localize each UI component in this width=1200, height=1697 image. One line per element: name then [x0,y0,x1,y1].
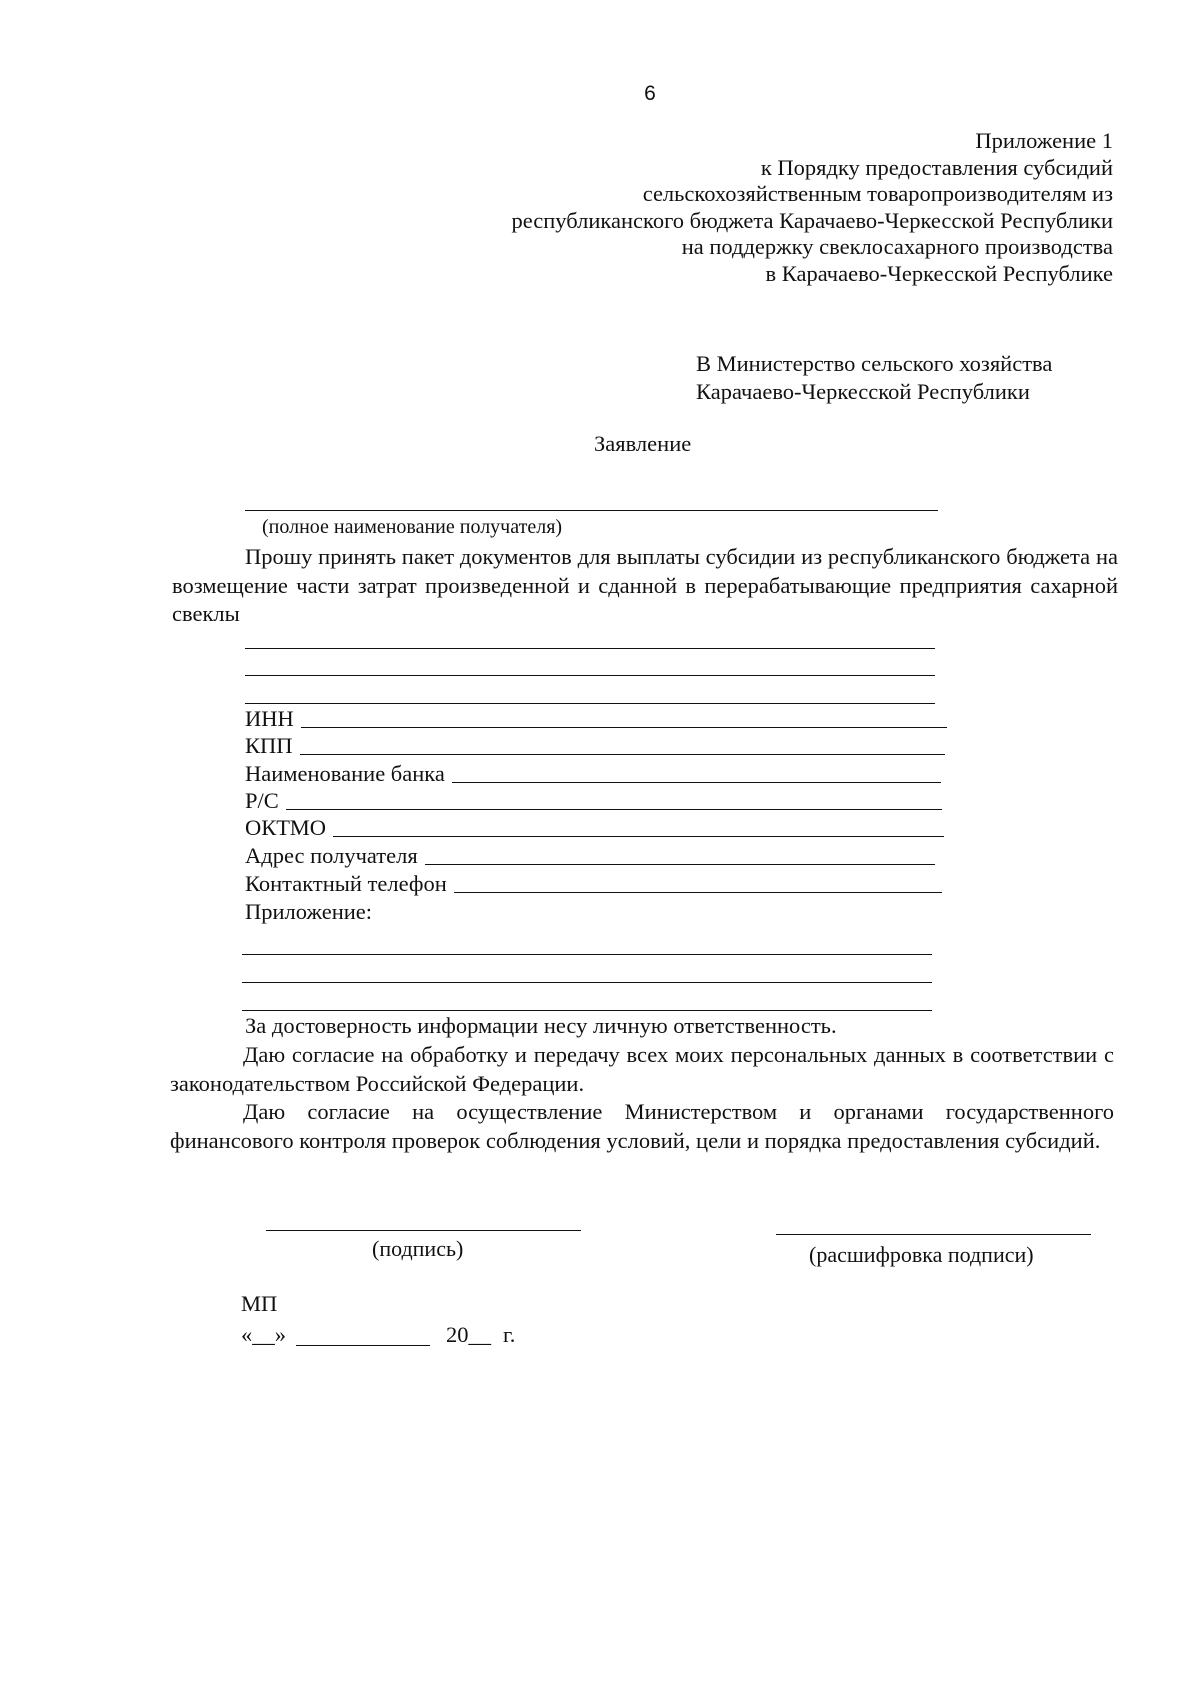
date-year-suffix: г. [503,1322,516,1347]
bank-name-input-line[interactable] [452,782,941,783]
appendix-header [511,128,1113,287]
address-input-line[interactable] [425,864,935,865]
recipient-name-line[interactable] [245,510,938,511]
stamp-label: МП [241,1291,278,1316]
date-month-line[interactable] [296,1345,430,1346]
page-number: 6 [644,82,656,105]
personal-data-consent: Даю согласие на обработку и передачу всех моих персональных данных в соответствии с законодательством Российской Федерации. [170,1042,1114,1096]
phone-input-line[interactable] [454,892,942,893]
signature-decryption-line[interactable] [776,1234,1091,1235]
addressee-line: Карачаево-Черкесской Республики [696,379,1030,404]
inn-field[interactable] [245,706,947,732]
date-year[interactable]: 20__ [446,1322,491,1347]
kpp-input-line[interactable] [300,754,945,755]
attachment-line[interactable] [242,1010,932,1011]
kpp-field[interactable] [245,733,945,759]
blank-line[interactable] [245,675,935,676]
appendix-line: сельскохозяйственным товаропроизводителям из [642,181,1113,206]
appendix-line: республиканского бюджета Карачаево-Черкесской Республики [511,207,1113,233]
address-label: Адрес получателя [245,843,418,868]
bank-name-label: Наименование банка [245,761,445,786]
blank-line[interactable] [245,703,935,704]
attachment-line[interactable] [242,954,932,955]
account-input-line[interactable] [286,809,942,810]
responsibility-statement: За достоверность информации несу личную ответственность. [245,1013,837,1038]
oktmo-field[interactable] [245,815,944,841]
addressee-line: В Министерство сельского хозяйства [696,351,1053,376]
signature-caption: (подпись) [372,1236,464,1261]
inspection-consent: Даю согласие на осуществление Министерством и органами государственного финансового контроля проверок соблюдения условий, цели и порядка предоставления субсидий. [170,1099,1114,1153]
signature-decryption-caption: (расшифровка подписи) [809,1242,1034,1267]
oktmo-label: ОКТМО [245,815,326,840]
date-day[interactable]: «__» [241,1322,286,1347]
phone-label: Контактный телефон [245,871,447,896]
blank-line[interactable] [245,648,935,649]
phone-field[interactable] [245,871,942,897]
inn-label: ИНН [245,706,294,731]
inn-input-line[interactable] [301,727,947,728]
attachment-label: Приложение: [245,899,373,924]
address-field[interactable] [245,843,935,869]
document-title: Заявление [594,431,692,456]
signature-line[interactable] [266,1230,581,1231]
appendix-line: Приложение 1 [975,128,1113,153]
account-label: Р/С [245,788,279,813]
appendix-line: в Карачаево-Черкесской Республике [765,260,1113,286]
recipient-caption: (полное наименование получателя) [262,516,563,538]
request-paragraph: Прошу принять пакет документов для выплаты субсидии из республиканского бюджета на возмещение части затрат произведенной и сданной в перерабатывающие предприятия сахарной свеклы [172,544,1118,626]
attachment-line[interactable] [242,982,932,983]
kpp-label: КПП [245,733,293,758]
bank-name-field[interactable] [245,761,941,787]
account-field[interactable] [245,788,942,814]
addressee-block [696,350,1052,406]
oktmo-input-line[interactable] [333,836,944,837]
appendix-line: к Порядку предоставления субсидий [760,154,1113,180]
appendix-line: на поддержку свеклосахарного производства [681,234,1113,259]
